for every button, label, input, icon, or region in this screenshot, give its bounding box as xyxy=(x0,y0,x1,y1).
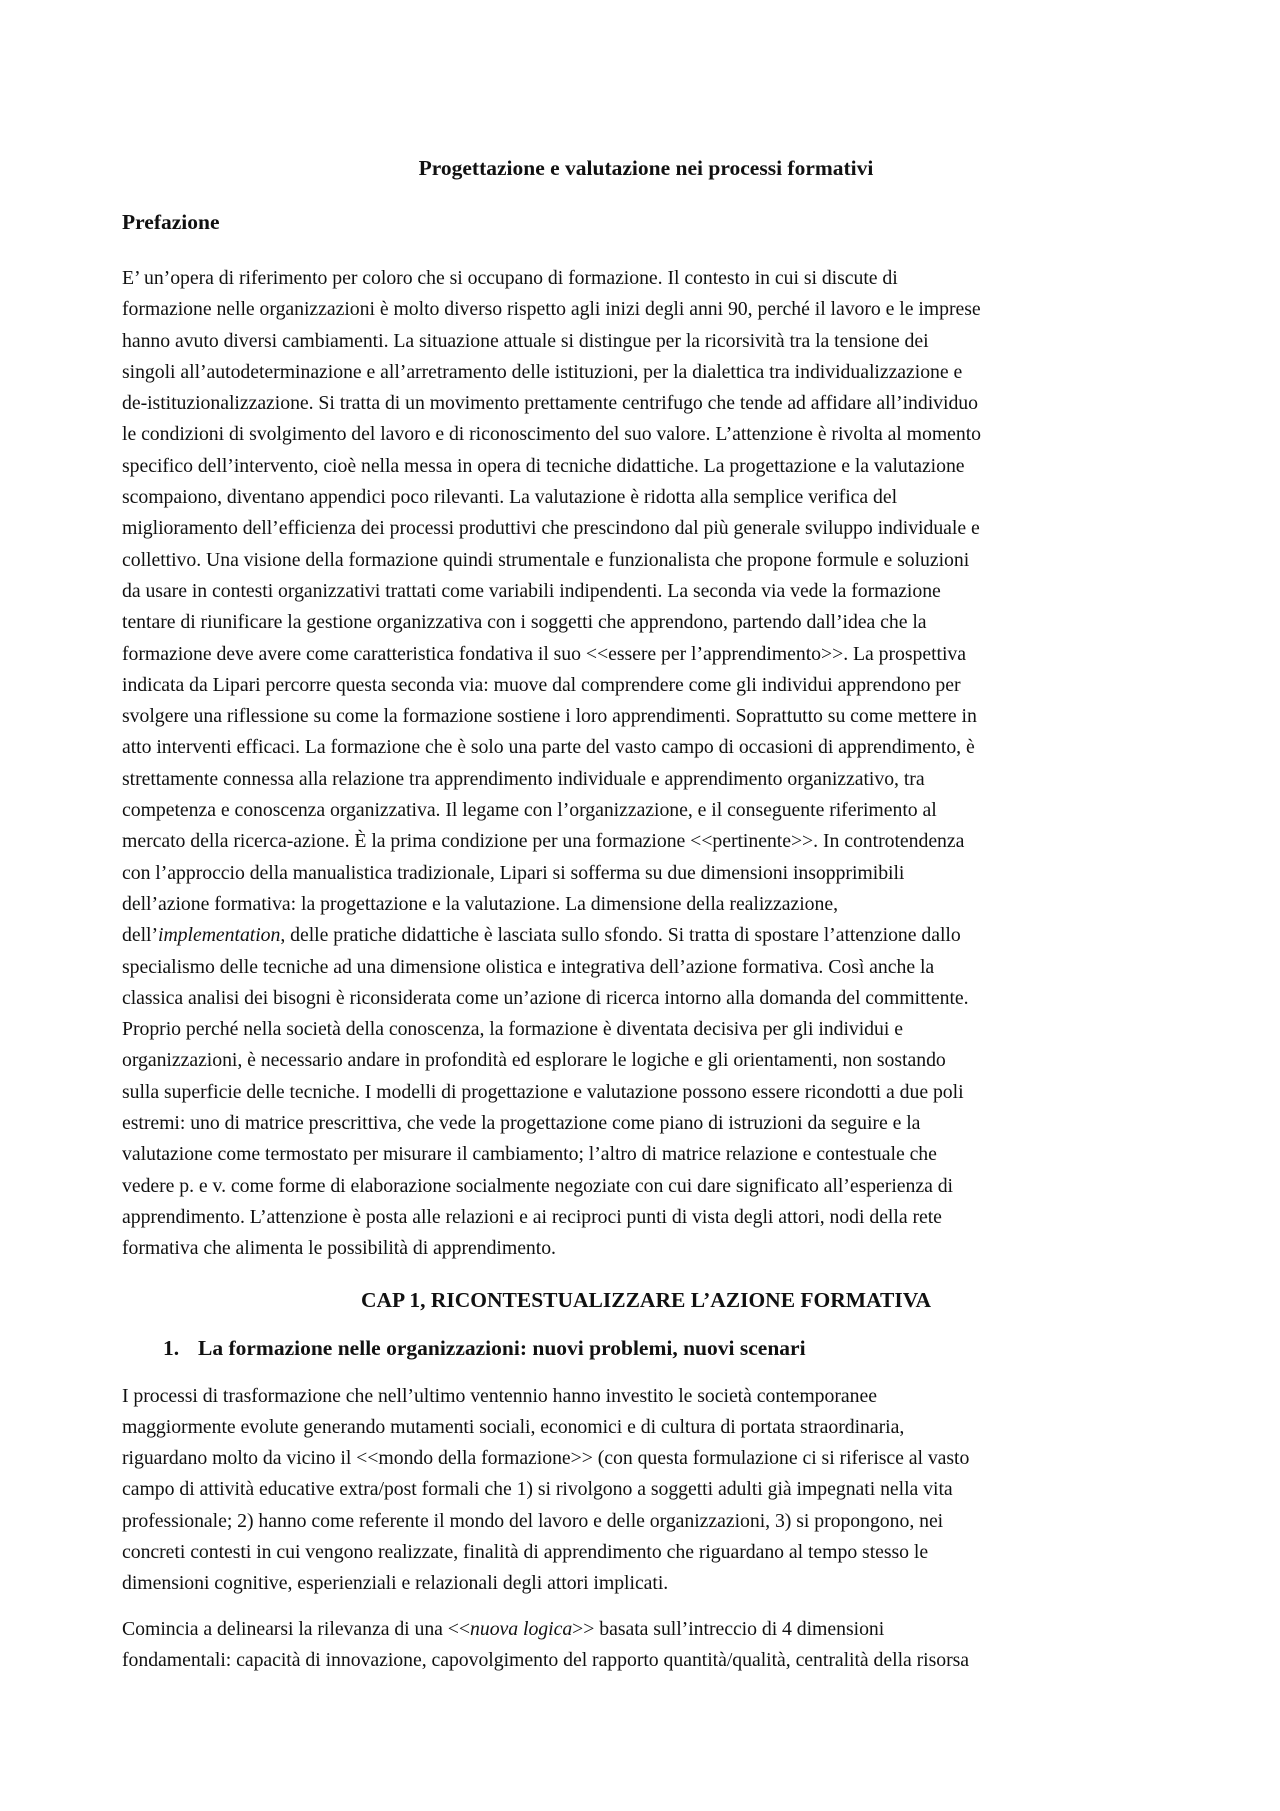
paragraph-line: classica analisi dei bisogni è riconsiderata come un’azione di ricerca intorno alla domanda del committente. xyxy=(122,986,969,1009)
paragraph-line: mercato della ricerca-azione. È la prima condizione per una formazione <<pertinente>>. In controtendenza xyxy=(122,830,965,853)
paragraph-line: I processi di trasformazione che nell’ultimo ventennio hanno investito le società contemporanee xyxy=(122,1384,877,1407)
paragraph-line: atto interventi efficaci. La formazione che è solo una parte del vasto campo di occasioni di apprendimento, è xyxy=(122,736,975,759)
preface-paragraph xyxy=(122,263,1170,1265)
paragraph-line: sulla superficie delle tecniche. I modelli di progettazione e valutazione possono essere ricondotti a due poli xyxy=(122,1080,964,1103)
document-page xyxy=(122,153,1170,1676)
paragraph-line: apprendimento. L’attenzione è posta alle relazioni e ai reciproci punti di vista degli attori, nodi della rete xyxy=(122,1205,942,1228)
subsection-title: La formazione nelle organizzazioni: nuovi problemi, nuovi scenari xyxy=(198,1335,806,1360)
paragraph-line: con l’approccio della manualistica tradizionale, Lipari si sofferma su due dimensioni insopprimibili xyxy=(122,861,905,884)
paragraph-line: E’ un’opera di riferimento per coloro che si occupano di formazione. Il contesto in cui si discute di xyxy=(122,267,898,289)
document-title: Progettazione e valutazione nei processi formativi xyxy=(418,156,874,180)
paragraph-line: specialismo delle tecniche ad una dimensione olistica e integrativa dell’azione formativa. Così anche la xyxy=(122,955,935,978)
italic-term: nuova logica xyxy=(470,1617,573,1640)
paragraph-line: singoli all’autodeterminazione e all’arretramento delle istituzioni, per la dialettica tra individualizzazione e xyxy=(122,360,963,383)
paragraph-line: miglioramento dell’efficienza dei processi produttivi che prescindono dal più generale sviluppo individuale e xyxy=(122,517,980,540)
subsection-number: 1. xyxy=(163,1335,180,1360)
paragraph-line: dimensioni cognitive, esperienziali e relazionali degli attori implicati. xyxy=(122,1572,669,1595)
paragraph-line: riguardano molto da vicino il <<mondo della formazione>> (con questa formulazione ci si riferisce al vasto xyxy=(122,1447,970,1470)
body-paragraph-2 xyxy=(122,1614,1170,1677)
paragraph-line: strettamente connessa alla relazione tra apprendimento individuale e apprendimento organizzativo, tra xyxy=(122,767,925,790)
paragraph-line: valutazione come termostato per misurare il cambiamento; l’altro di matrice relazione e contestuale che xyxy=(122,1143,937,1166)
paragraph-line: scompaiono, diventano appendici poco rilevanti. La valutazione è ridotta alla semplice verifica del xyxy=(122,486,898,509)
paragraph-line: collettivo. Una visione della formazione quindi strumentale e funzionalista che propone formule e soluzioni xyxy=(122,548,970,571)
paragraph-line: formativa che alimenta le possibilità di apprendimento. xyxy=(122,1237,556,1260)
paragraph-line: svolgere una riflessione su come la formazione sostiene i loro apprendimenti. Soprattutto su come mettere in xyxy=(122,705,977,728)
paragraph-line: dell’implementation, delle pratiche didattiche è lasciata sullo sfondo. Si tratta di spostare l’attenzione dallo xyxy=(122,924,961,947)
paragraph-line: fondamentali: capacità di innovazione, capovolgimento del rapporto quantità/qualità, centralità della risorsa xyxy=(122,1648,970,1671)
paragraph-line: le condizioni di svolgimento del lavoro e di riconoscimento del suo valore. L’attenzione è rivolta al momento xyxy=(122,423,982,446)
subsection-heading xyxy=(122,1333,1170,1363)
paragraph-line: da usare in contesti organizzativi trattati come variabili indipendenti. La seconda via vede la formazione xyxy=(122,579,941,602)
paragraph-line: competenza e conoscenza organizzativa. Il legame con l’organizzazione, e il conseguente riferimento al xyxy=(122,799,937,822)
paragraph-line: formazione deve avere come caratteristica fondativa il suo <<essere per l’apprendimento>>. La prospettiva xyxy=(122,642,967,665)
paragraph-line: maggiormente evolute generando mutamenti sociali, economici e di cultura di portata straordinaria, xyxy=(122,1415,905,1438)
paragraph-line: formazione nelle organizzazioni è molto diverso rispetto agli inizi degli anni 90, perché il lavoro e le imprese xyxy=(122,298,981,321)
paragraph-line: concreti contesti in cui vengono realizzate, finalità di apprendimento che riguardano al tempo stesso le xyxy=(122,1540,929,1563)
paragraph-line: estremi: uno di matrice prescrittiva, che vede la progettazione come piano di istruzioni da seguire e la xyxy=(122,1112,921,1135)
paragraph-line: Comincia a delinearsi la rilevanza di una <<nuova logica>> basata sull’intreccio di 4 dimensioni xyxy=(122,1617,885,1640)
body-paragraph-1 xyxy=(122,1381,1170,1600)
italic-term: implementation xyxy=(158,924,281,947)
paragraph-line: indicata da Lipari percorre questa seconda via: muove dal comprendere come gli individui apprendono per xyxy=(122,673,961,696)
preface-heading: Prefazione xyxy=(122,210,220,234)
paragraph-line: Proprio perché nella società della conoscenza, la formazione è diventata decisiva per gli individui e xyxy=(122,1018,903,1041)
paragraph-line: tentare di riunificare la gestione organizzativa con i soggetti che apprendono, partendo dall’idea che la xyxy=(122,611,927,634)
paragraph-line: hanno avuto diversi cambiamenti. La situazione attuale si distingue per la ricorsività tra la tensione dei xyxy=(122,329,929,352)
paragraph-line: professionale; 2) hanno come referente il mondo del lavoro e delle organizzazioni, 3) si propongono, nei xyxy=(122,1509,944,1532)
paragraph-line: dell’azione formativa: la progettazione e la valutazione. La dimensione della realizzazione, xyxy=(122,892,838,915)
chapter-title: CAP 1, RICONTESTUALIZZARE L’AZIONE FORMATIVA xyxy=(360,1287,932,1312)
paragraph-line: de-istituzionalizzazione. Si tratta di un movimento prettamente centrifugo che tende ad affidare all’individuo xyxy=(122,392,978,415)
paragraph-line: organizzazioni, è necessario andare in profondità ed esplorare le logiche e gli orientamenti, non sostando xyxy=(122,1049,946,1072)
paragraph-line: specifico dell’intervento, cioè nella messa in opera di tecniche didattiche. La progettazione e la valutazione xyxy=(122,454,965,477)
paragraph-line: vedere p. e v. come forme di elaborazione socialmente negoziate con cui dare significato all’esperienza di xyxy=(122,1174,953,1197)
paragraph-line: campo di attività educative extra/post formali che 1) si rivolgono a soggetti adulti già impegnati nella vita xyxy=(122,1478,953,1501)
